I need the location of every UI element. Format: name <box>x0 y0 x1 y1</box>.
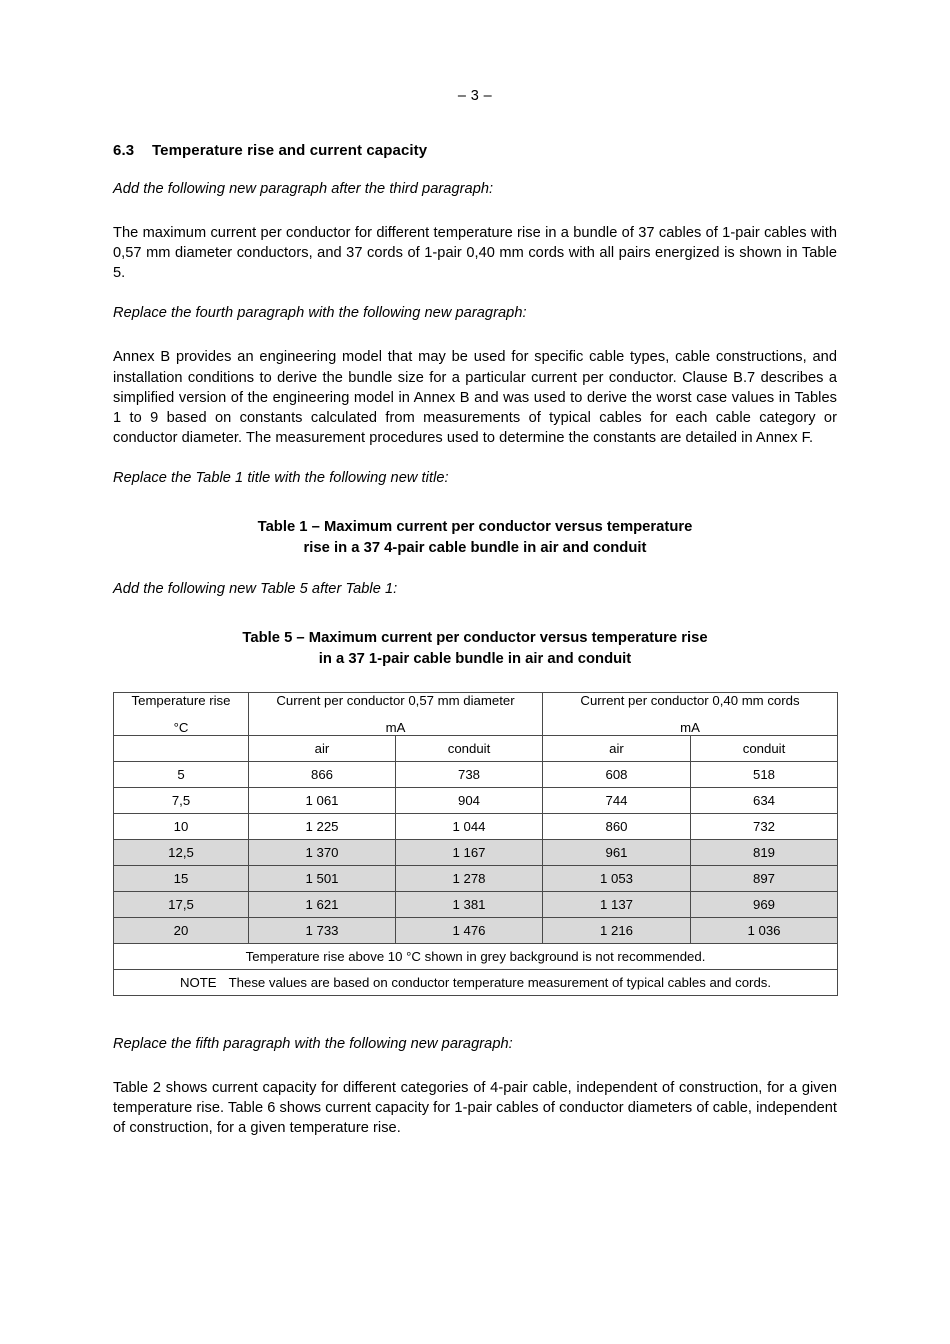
table-cell-temp: 15 <box>114 866 249 892</box>
table-5-title-line2: in a 37 1-pair cable bundle in air and conduit <box>318 651 632 667</box>
table-cell-air2: 608 <box>543 762 691 788</box>
clause-number: 6.3 <box>113 142 135 159</box>
header-temperature-rise-unit: °C <box>173 720 189 735</box>
table-cell-conduit1: 904 <box>396 788 543 814</box>
table-5-body <box>114 762 838 944</box>
table-cell-conduit2: 634 <box>691 788 838 814</box>
table-1-title-line1: Table 1 – Maximum current per conductor versus temperature <box>257 519 693 535</box>
table-5-head <box>114 693 838 762</box>
header-057-conduit: conduit <box>396 736 543 762</box>
table-cell-air2: 744 <box>543 788 691 814</box>
table-cell-air2: 1 137 <box>543 892 691 918</box>
table-5-foot <box>114 944 838 996</box>
table-row <box>114 762 838 788</box>
table-row <box>114 866 838 892</box>
table-row <box>114 840 838 866</box>
table-cell-temp: 20 <box>114 918 249 944</box>
table-row <box>114 788 838 814</box>
table-row <box>114 918 838 944</box>
header-blank-cell <box>114 736 249 762</box>
header-group-057mm-label: Current per conductor 0,57 mm diameter <box>276 693 515 708</box>
table-cell-air1: 1 061 <box>249 788 396 814</box>
table-1-title <box>113 517 837 559</box>
clause-heading <box>113 142 837 159</box>
table-cell-conduit2: 819 <box>691 840 838 866</box>
table-1-title-line2: rise in a 37 4-pair cable bundle in air and conduit <box>303 540 647 556</box>
header-group-040mm <box>543 693 838 736</box>
instruction-add-third-paragraph: Add the following new paragraph after the third paragraph: <box>113 181 494 197</box>
table-cell-air2: 1 216 <box>543 918 691 944</box>
table-cell-air1: 866 <box>249 762 396 788</box>
header-temperature-rise <box>114 693 249 736</box>
header-057-air: air <box>249 736 396 762</box>
table-cell-air2: 961 <box>543 840 691 866</box>
table-cell-conduit1: 1 476 <box>396 918 543 944</box>
clause-title: Temperature rise and current capacity <box>152 142 428 159</box>
page-content <box>113 0 837 1138</box>
table-5 <box>113 692 838 996</box>
table-cell-conduit2: 732 <box>691 814 838 840</box>
table-cell-conduit2: 897 <box>691 866 838 892</box>
table-5-title-line1: Table 5 – Maximum current per conductor versus temperature rise <box>242 630 708 646</box>
table-note-text: These values are based on conductor temperature measurement of typical cables and cords. <box>228 975 772 990</box>
paragraph-table2-table6: Table 2 shows current capacity for different categories of 4-pair cable, independent of construction, for a given temperature rise. Table 6 shows current capacity for 1-pair cables of conductor diameters of cable, independent of construction, for a given temperature rise. <box>113 1080 838 1137</box>
table-cell-air2: 860 <box>543 814 691 840</box>
table-cell-conduit1: 1 381 <box>396 892 543 918</box>
table-note <box>114 970 838 996</box>
header-040-conduit: conduit <box>691 736 838 762</box>
table-cell-air1: 1 370 <box>249 840 396 866</box>
header-group-057mm-unit: mA <box>385 720 406 735</box>
page-number: – 3 – <box>457 88 493 104</box>
header-group-057mm <box>249 693 543 736</box>
table-cell-conduit2: 518 <box>691 762 838 788</box>
table-cell-conduit1: 1 167 <box>396 840 543 866</box>
paragraph-maximum-current: The maximum current per conductor for different temperature rise in a bundle of 37 cables of 1-pair cables with 0,57 mm diameter conductors, and 37 cords of 1-pair 0,40 mm cords with all pairs energized is shown in Table 5. <box>113 225 837 282</box>
table-cell-conduit2: 1 036 <box>691 918 838 944</box>
table-cell-temp: 5 <box>114 762 249 788</box>
table-footnote-row <box>114 944 838 970</box>
table-cell-conduit1: 738 <box>396 762 543 788</box>
table-cell-air1: 1 501 <box>249 866 396 892</box>
table-header-row-subheads <box>114 736 838 762</box>
table-note-label: NOTE <box>179 975 217 990</box>
table-cell-conduit1: 1 044 <box>396 814 543 840</box>
table-cell-air1: 1 621 <box>249 892 396 918</box>
table-row <box>114 892 838 918</box>
table-cell-temp: 17,5 <box>114 892 249 918</box>
table-cell-temp: 10 <box>114 814 249 840</box>
table-cell-air1: 1 225 <box>249 814 396 840</box>
header-group-040mm-unit: mA <box>680 720 700 735</box>
table-cell-air1: 1 733 <box>249 918 396 944</box>
table-note-row <box>114 970 838 996</box>
paragraph-annex-b: Annex B provides an engineering model that may be used for specific cable types, cable constructions, and installation conditions to derive the bundle size for a particular current per conductor. Clause B.7 describes a simplified version of the engineering model in Annex B and was used to derive the worst case values in Tables 1 to 9 based on constants calculated from measurements of typical cables for each cable category or conductor diameter. The measurement procedures used to determine the constants are detailed in Annex F. <box>113 349 837 446</box>
header-040-air: air <box>543 736 691 762</box>
header-group-040mm-label: Current per conductor 0,40 mm cords <box>580 693 800 708</box>
instruction-add-table5: Add the following new Table 5 after Table 1: <box>113 581 398 597</box>
table-row <box>114 814 838 840</box>
table-cell-conduit1: 1 278 <box>396 866 543 892</box>
header-temperature-rise-label: Temperature rise <box>131 693 231 708</box>
instruction-replace-table1-title: Replace the Table 1 title with the following new title: <box>113 470 449 486</box>
table-cell-temp: 7,5 <box>114 788 249 814</box>
table-footnote-grey: Temperature rise above 10 °C shown in grey background is not recommended. <box>114 944 838 970</box>
table-cell-conduit2: 969 <box>691 892 838 918</box>
instruction-replace-fourth-paragraph: Replace the fourth paragraph with the following new paragraph: <box>113 305 527 322</box>
table-cell-air2: 1 053 <box>543 866 691 892</box>
table-header-row-groups <box>114 693 838 736</box>
table-5-title <box>113 628 837 670</box>
table-cell-temp: 12,5 <box>114 840 249 866</box>
instruction-replace-fifth-paragraph: Replace the fifth paragraph with the following new paragraph: <box>113 1036 513 1052</box>
